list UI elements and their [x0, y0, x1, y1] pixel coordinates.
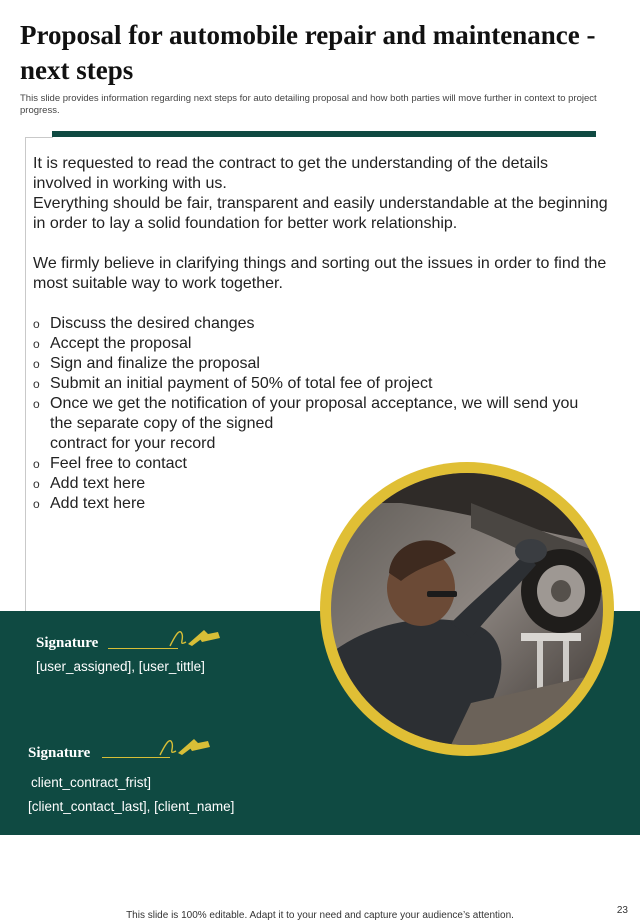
frame-top-rule	[25, 137, 53, 138]
client-signature-first: client_contract_frist]	[31, 775, 152, 790]
mechanic-under-car-image	[331, 473, 603, 745]
bullet-icon: o	[33, 337, 40, 351]
bullet-icon: o	[33, 477, 40, 491]
bullet-icon: o	[33, 397, 40, 411]
mechanic-photo	[331, 473, 603, 745]
list-item-text: Accept the proposal	[50, 335, 192, 352]
client-signature-label: Signature	[28, 745, 91, 761]
provider-signature-details: [user_assigned], [user_tittle]	[36, 659, 205, 674]
list-item	[33, 374, 608, 394]
intro-text	[33, 154, 608, 294]
list-item-text: Discuss the desired changes	[50, 315, 255, 332]
list-item	[33, 314, 608, 334]
list-item-text: Submit an initial payment of 50% of total fee of project	[50, 375, 433, 392]
bullet-icon: o	[33, 497, 40, 511]
list-item-text: Add text here	[50, 475, 146, 492]
bullet-icon: o	[33, 317, 40, 331]
paragraph-fairness: Everything should be fair, transparent and easily understandable at the beginning in order to lay a solid foundation for better work relationship.	[33, 195, 608, 232]
paragraph-gap	[33, 234, 608, 254]
page-subtitle: This slide provides information regarding next steps for auto detailing proposal and how both parties will move further in context to project progress.	[20, 93, 597, 116]
frame-left-rule	[25, 137, 26, 612]
list-item-text: contract for your record	[50, 435, 216, 452]
accent-bar	[52, 131, 596, 137]
bullet-icon: o	[33, 377, 40, 391]
pen-signing-hand-icon	[158, 733, 212, 761]
list-item-text: Feel free to contact	[50, 455, 187, 472]
paragraph-contract: It is requested to read the contract to get the understanding of the details involved in working with us.	[33, 155, 548, 192]
client-signature-name: [client_contact_last], [client_name]	[28, 799, 235, 814]
list-item-text: Once we get the notification of your proposal acceptance, we will send you	[50, 395, 579, 412]
page-title: Proposal for automobile repair and maintenance - next steps	[20, 20, 596, 85]
footer-note: This slide is 100% editable. Adapt it to your need and capture your audience’s attention.	[126, 910, 514, 921]
list-item-text: Add text here	[50, 495, 146, 512]
pen-signing-hand-icon	[168, 624, 222, 652]
list-item-text: Sign and finalize the proposal	[50, 355, 260, 372]
list-item	[33, 354, 608, 374]
provider-signature-label: Signature	[36, 635, 99, 651]
bullet-icon: o	[33, 357, 40, 371]
list-item	[33, 334, 608, 354]
list-item-text: the separate copy of the signed	[50, 415, 274, 432]
list-item	[33, 454, 608, 474]
list-item	[33, 394, 608, 454]
bullet-icon: o	[33, 457, 40, 471]
page-number: 23	[616, 905, 628, 916]
paragraph-clarify: We firmly believe in clarifying things and sorting out the issues in order to find the most suitable way to work together.	[33, 255, 607, 292]
